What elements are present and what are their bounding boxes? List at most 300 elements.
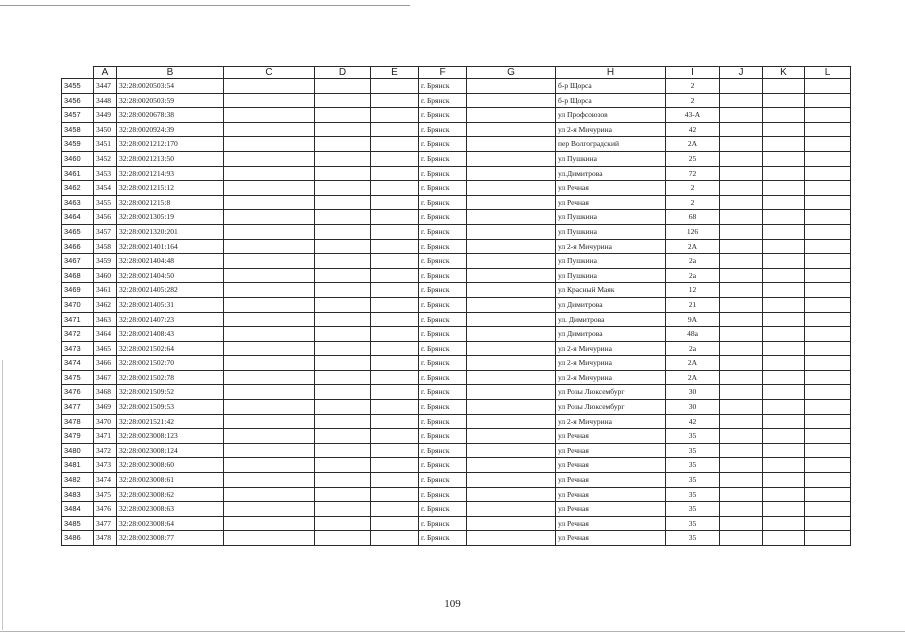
cadastral-number-cell: 32:28:0023008:62 (117, 487, 224, 502)
cell-e (371, 414, 419, 429)
index-cell: 3464 (94, 327, 117, 342)
table-body (62, 79, 851, 546)
cadastral-number-cell: 32:28:0023008:61 (117, 473, 224, 488)
cell-d (315, 341, 371, 356)
table-row (62, 516, 851, 531)
cell-g (467, 487, 556, 502)
table-row (62, 93, 851, 108)
cell-e (371, 268, 419, 283)
street-cell: ул Красный Маяк (556, 283, 666, 298)
cell-k (763, 239, 805, 254)
cadastral-number-cell: 32:28:0023008:64 (117, 516, 224, 531)
street-cell: ул Речная (556, 502, 666, 517)
street-cell: ул Речная (556, 473, 666, 488)
house-number-cell: 9А (666, 312, 720, 327)
cell-c (224, 487, 315, 502)
cell-c (224, 385, 315, 400)
cell-e (371, 181, 419, 196)
cell-k (763, 137, 805, 152)
cell-g (467, 151, 556, 166)
street-cell: ул 2-я Мичурина (556, 122, 666, 137)
cell-g (467, 473, 556, 488)
cell-d (315, 370, 371, 385)
cadastral-number-cell: 32:28:0021214:93 (117, 166, 224, 181)
house-number-cell: 35 (666, 473, 720, 488)
cell-j (720, 341, 763, 356)
row-number-cell: 3468 (62, 268, 94, 283)
column-header-b: B (117, 67, 224, 79)
cell-l (805, 502, 851, 517)
cell-g (467, 370, 556, 385)
index-cell: 3455 (94, 195, 117, 210)
index-cell: 3466 (94, 356, 117, 371)
cell-c (224, 312, 315, 327)
cell-e (371, 531, 419, 546)
street-cell: ул.Димитрова (556, 166, 666, 181)
street-cell: ул Пушкина (556, 254, 666, 269)
cell-l (805, 414, 851, 429)
row-number-cell: 3486 (62, 531, 94, 546)
cadastral-number-cell: 32:28:0021401:164 (117, 239, 224, 254)
column-header-j: J (720, 67, 763, 79)
house-number-cell: 2а (666, 268, 720, 283)
index-cell: 3463 (94, 312, 117, 327)
index-cell: 3456 (94, 210, 117, 225)
street-cell: ул Димитрова (556, 297, 666, 312)
row-number-cell: 3459 (62, 137, 94, 152)
row-number-cell: 3475 (62, 370, 94, 385)
row-number-cell: 3462 (62, 181, 94, 196)
street-cell: ул Пушкина (556, 151, 666, 166)
cell-d (315, 195, 371, 210)
cell-k (763, 283, 805, 298)
spreadsheet-table (61, 66, 851, 546)
city-cell: г. Брянск (419, 458, 467, 473)
street-cell: ул Димитрова (556, 327, 666, 342)
street-cell: ул Пушкина (556, 268, 666, 283)
cell-g (467, 385, 556, 400)
cell-c (224, 151, 315, 166)
city-cell: г. Брянск (419, 370, 467, 385)
scan-edge-line (0, 631, 905, 632)
cadastral-number-cell: 32:28:0021405:31 (117, 297, 224, 312)
row-number-cell: 3460 (62, 151, 94, 166)
cell-k (763, 400, 805, 415)
cell-k (763, 79, 805, 94)
cell-j (720, 137, 763, 152)
city-cell: г. Брянск (419, 166, 467, 181)
house-number-cell: 25 (666, 151, 720, 166)
cell-c (224, 239, 315, 254)
street-cell: ул Речная (556, 195, 666, 210)
cell-g (467, 166, 556, 181)
cell-e (371, 429, 419, 444)
cell-g (467, 122, 556, 137)
street-cell: б-р Щорса (556, 93, 666, 108)
index-cell: 3453 (94, 166, 117, 181)
index-cell: 3474 (94, 473, 117, 488)
row-number-cell: 3472 (62, 327, 94, 342)
row-number-cell: 3482 (62, 473, 94, 488)
row-number-cell: 3456 (62, 93, 94, 108)
index-cell: 3454 (94, 181, 117, 196)
street-cell: ул 2-я Мичурина (556, 414, 666, 429)
scan-margin-line (2, 360, 3, 630)
street-cell: ул Речная (556, 487, 666, 502)
cell-j (720, 210, 763, 225)
table-row (62, 122, 851, 137)
cell-j (720, 312, 763, 327)
city-cell: г. Брянск (419, 93, 467, 108)
cell-d (315, 385, 371, 400)
house-number-cell: 35 (666, 502, 720, 517)
cell-e (371, 137, 419, 152)
cell-d (315, 487, 371, 502)
cell-e (371, 458, 419, 473)
row-number-cell: 3481 (62, 458, 94, 473)
cell-j (720, 531, 763, 546)
page-number: 109 (444, 598, 461, 610)
cell-k (763, 195, 805, 210)
cell-d (315, 254, 371, 269)
cell-g (467, 108, 556, 123)
row-number-cell: 3455 (62, 79, 94, 94)
cell-k (763, 166, 805, 181)
cell-c (224, 356, 315, 371)
city-cell: г. Брянск (419, 516, 467, 531)
row-number-cell: 3463 (62, 195, 94, 210)
table-row (62, 487, 851, 502)
city-cell: г. Брянск (419, 473, 467, 488)
cell-k (763, 108, 805, 123)
cell-l (805, 166, 851, 181)
cell-e (371, 502, 419, 517)
cell-e (371, 166, 419, 181)
street-cell: ул 2-я Мичурина (556, 341, 666, 356)
cell-e (371, 443, 419, 458)
cell-c (224, 531, 315, 546)
cadastral-number-cell: 32:28:0023008:123 (117, 429, 224, 444)
cell-l (805, 327, 851, 342)
cell-j (720, 400, 763, 415)
cell-e (371, 327, 419, 342)
cell-d (315, 297, 371, 312)
index-cell: 3457 (94, 224, 117, 239)
cadastral-number-cell: 32:28:0020503:54 (117, 79, 224, 94)
cell-k (763, 151, 805, 166)
corner-cell (62, 67, 94, 79)
cell-d (315, 516, 371, 531)
cell-l (805, 429, 851, 444)
cadastral-number-cell: 32:28:0021215:12 (117, 181, 224, 196)
cell-l (805, 268, 851, 283)
cell-k (763, 531, 805, 546)
house-number-cell: 72 (666, 166, 720, 181)
cell-j (720, 502, 763, 517)
table-row (62, 151, 851, 166)
row-number-cell: 3480 (62, 443, 94, 458)
index-cell: 3471 (94, 429, 117, 444)
cell-k (763, 122, 805, 137)
cell-e (371, 108, 419, 123)
row-number-cell: 3464 (62, 210, 94, 225)
cell-l (805, 122, 851, 137)
cell-d (315, 93, 371, 108)
index-cell: 3447 (94, 79, 117, 94)
cell-j (720, 122, 763, 137)
cell-l (805, 400, 851, 415)
table-row (62, 108, 851, 123)
cell-l (805, 254, 851, 269)
house-number-cell: 2А (666, 239, 720, 254)
row-number-cell: 3466 (62, 239, 94, 254)
index-cell: 3461 (94, 283, 117, 298)
cell-j (720, 181, 763, 196)
cell-g (467, 268, 556, 283)
column-header-a: A (94, 67, 117, 79)
cadastral-number-cell: 32:28:0020678:38 (117, 108, 224, 123)
index-cell: 3448 (94, 93, 117, 108)
cell-k (763, 254, 805, 269)
city-cell: г. Брянск (419, 210, 467, 225)
house-number-cell: 35 (666, 487, 720, 502)
column-header-l: L (805, 67, 851, 79)
table-row (62, 283, 851, 298)
table-row (62, 181, 851, 196)
city-cell: г. Брянск (419, 239, 467, 254)
cell-g (467, 356, 556, 371)
city-cell: г. Брянск (419, 297, 467, 312)
cell-c (224, 327, 315, 342)
street-cell: б-р Щорса (556, 79, 666, 94)
cell-l (805, 458, 851, 473)
table-row (62, 458, 851, 473)
cell-e (371, 151, 419, 166)
cell-j (720, 297, 763, 312)
cell-c (224, 516, 315, 531)
cell-j (720, 254, 763, 269)
cell-c (224, 502, 315, 517)
cell-d (315, 327, 371, 342)
house-number-cell: 43-А (666, 108, 720, 123)
cell-c (224, 122, 315, 137)
cell-k (763, 312, 805, 327)
cell-c (224, 473, 315, 488)
cadastral-number-cell: 32:28:0020503:59 (117, 93, 224, 108)
cell-j (720, 195, 763, 210)
cell-c (224, 341, 315, 356)
city-cell: г. Брянск (419, 79, 467, 94)
cell-l (805, 137, 851, 152)
column-header-d: D (315, 67, 371, 79)
index-cell: 3460 (94, 268, 117, 283)
cell-g (467, 79, 556, 94)
cell-d (315, 312, 371, 327)
cadastral-number-cell: 32:28:0021509:52 (117, 385, 224, 400)
cell-g (467, 181, 556, 196)
cell-k (763, 341, 805, 356)
cell-g (467, 516, 556, 531)
cell-k (763, 502, 805, 517)
cell-k (763, 487, 805, 502)
cell-g (467, 224, 556, 239)
house-number-cell: 35 (666, 429, 720, 444)
house-number-cell: 21 (666, 297, 720, 312)
house-number-cell: 2 (666, 181, 720, 196)
cadastral-number-cell: 32:28:0021407:23 (117, 312, 224, 327)
cell-g (467, 341, 556, 356)
city-cell: г. Брянск (419, 356, 467, 371)
cell-e (371, 356, 419, 371)
cell-j (720, 356, 763, 371)
table-row (62, 429, 851, 444)
city-cell: г. Брянск (419, 224, 467, 239)
column-header-g: G (467, 67, 556, 79)
cell-d (315, 458, 371, 473)
cell-j (720, 108, 763, 123)
cell-d (315, 502, 371, 517)
cell-c (224, 108, 315, 123)
cadastral-number-cell: 32:28:0021320:201 (117, 224, 224, 239)
column-header-f: F (419, 67, 467, 79)
row-number-cell: 3476 (62, 385, 94, 400)
index-cell: 3458 (94, 239, 117, 254)
house-number-cell: 35 (666, 531, 720, 546)
cell-c (224, 400, 315, 415)
index-cell: 3459 (94, 254, 117, 269)
cadastral-number-cell: 32:28:0021502:64 (117, 341, 224, 356)
street-cell: ул Пушкина (556, 224, 666, 239)
house-number-cell: 30 (666, 385, 720, 400)
scan-edge-line (0, 5, 410, 6)
row-number-cell: 3478 (62, 414, 94, 429)
row-number-cell: 3485 (62, 516, 94, 531)
cell-j (720, 239, 763, 254)
index-cell: 3475 (94, 487, 117, 502)
table-row (62, 531, 851, 546)
cell-c (224, 283, 315, 298)
cell-c (224, 210, 315, 225)
cell-l (805, 210, 851, 225)
house-number-cell: 2 (666, 79, 720, 94)
cadastral-number-cell: 32:28:0021305:19 (117, 210, 224, 225)
cell-c (224, 297, 315, 312)
city-cell: г. Брянск (419, 122, 467, 137)
house-number-cell: 2А (666, 356, 720, 371)
house-number-cell: 2а (666, 341, 720, 356)
cell-d (315, 531, 371, 546)
column-header-k: K (763, 67, 805, 79)
cell-d (315, 268, 371, 283)
column-header-c: C (224, 67, 315, 79)
index-cell: 3452 (94, 151, 117, 166)
cell-l (805, 151, 851, 166)
cell-j (720, 166, 763, 181)
row-number-cell: 3474 (62, 356, 94, 371)
cell-e (371, 210, 419, 225)
row-number-cell: 3477 (62, 400, 94, 415)
street-cell: ул 2-я Мичурина (556, 356, 666, 371)
city-cell: г. Брянск (419, 502, 467, 517)
cell-d (315, 473, 371, 488)
cell-g (467, 414, 556, 429)
house-number-cell: 2 (666, 93, 720, 108)
city-cell: г. Брянск (419, 531, 467, 546)
house-number-cell: 42 (666, 122, 720, 137)
cell-g (467, 283, 556, 298)
cell-e (371, 195, 419, 210)
index-cell: 3477 (94, 516, 117, 531)
column-header-row (62, 67, 851, 79)
city-cell: г. Брянск (419, 108, 467, 123)
cell-e (371, 254, 419, 269)
cell-c (224, 181, 315, 196)
street-cell: ул Речная (556, 516, 666, 531)
table-row (62, 137, 851, 152)
city-cell: г. Брянск (419, 283, 467, 298)
row-number-cell: 3467 (62, 254, 94, 269)
cell-d (315, 414, 371, 429)
cell-j (720, 283, 763, 298)
cadastral-number-cell: 32:28:0023008:60 (117, 458, 224, 473)
cell-e (371, 283, 419, 298)
cell-d (315, 224, 371, 239)
cell-k (763, 210, 805, 225)
street-cell: ул Речная (556, 531, 666, 546)
cell-g (467, 400, 556, 415)
cell-k (763, 327, 805, 342)
column-header-h: H (556, 67, 666, 79)
cell-k (763, 429, 805, 444)
cell-e (371, 473, 419, 488)
index-cell: 3478 (94, 531, 117, 546)
house-number-cell: 2А (666, 137, 720, 152)
cell-g (467, 429, 556, 444)
house-number-cell: 2а (666, 254, 720, 269)
table-row (62, 166, 851, 181)
cell-d (315, 356, 371, 371)
cell-c (224, 224, 315, 239)
cell-g (467, 531, 556, 546)
city-cell: г. Брянск (419, 137, 467, 152)
cell-d (315, 400, 371, 415)
cell-l (805, 516, 851, 531)
index-cell: 3450 (94, 122, 117, 137)
cell-g (467, 195, 556, 210)
cell-l (805, 93, 851, 108)
cadastral-number-cell: 32:28:0021502:70 (117, 356, 224, 371)
cell-g (467, 297, 556, 312)
street-cell: ул Пушкина (556, 210, 666, 225)
table-row (62, 341, 851, 356)
cell-c (224, 93, 315, 108)
cell-d (315, 239, 371, 254)
row-number-cell: 3458 (62, 122, 94, 137)
index-cell: 3468 (94, 385, 117, 400)
cell-k (763, 181, 805, 196)
cell-g (467, 458, 556, 473)
cell-l (805, 341, 851, 356)
cell-d (315, 79, 371, 94)
cell-e (371, 79, 419, 94)
cell-e (371, 224, 419, 239)
cell-c (224, 414, 315, 429)
row-number-cell: 3484 (62, 502, 94, 517)
cell-c (224, 268, 315, 283)
street-cell: ул Профсоюзов (556, 108, 666, 123)
cell-j (720, 458, 763, 473)
cadastral-number-cell: 32:28:0020924:39 (117, 122, 224, 137)
